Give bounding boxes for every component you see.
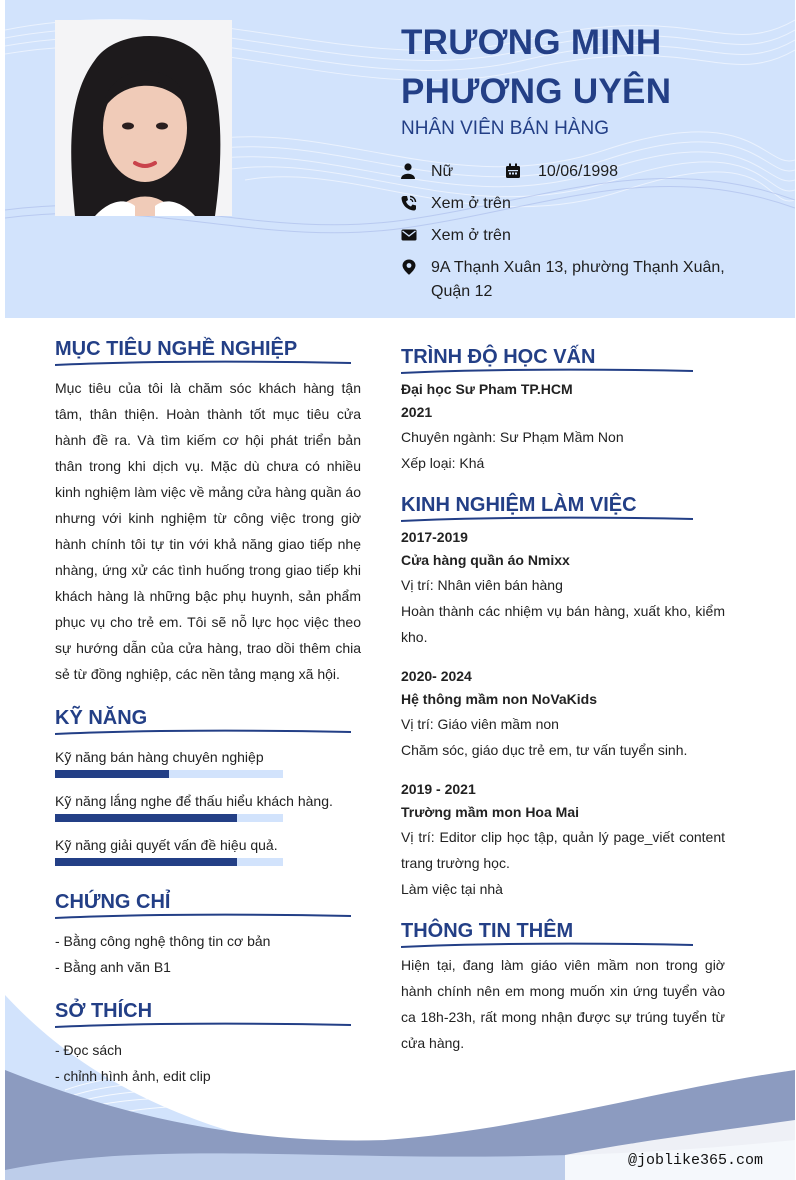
education-heading: TRÌNH ĐỘ HỌC VẤN: [401, 346, 596, 368]
job-position: Vị trí: Nhân viên bán hàng: [401, 577, 563, 593]
skill-bar-fill: [55, 858, 237, 866]
calendar-icon: [505, 163, 521, 179]
additional-heading: THÔNG TIN THÊM: [401, 920, 574, 942]
email-icon: [401, 227, 417, 243]
objective-underline: [55, 360, 351, 368]
additional-underline: [401, 942, 693, 950]
address-value: 9A Thạnh Xuân 13, phường Thạnh Xuân, Quận 12: [431, 259, 725, 300]
skill-label: Kỹ năng lắng nghe để thấu hiểu khách hàng.: [55, 793, 333, 809]
candidate-name: TRƯƠNG MINH PHƯƠNG UYÊN: [401, 23, 672, 111]
certificate-item: - Bằng công nghệ thông tin cơ bản: [55, 933, 271, 949]
experience-heading: KINH NGHIỆM LÀM VIỆC: [401, 494, 637, 516]
site-watermark: @joblike365.com: [628, 1152, 764, 1169]
email-value: Xem ở trên: [431, 227, 511, 244]
skill-bar-track: [55, 770, 283, 778]
skill-bar-fill: [55, 814, 237, 822]
skills-underline: [55, 729, 351, 737]
hobbies-heading: SỞ THÍCH: [55, 1000, 153, 1022]
job-company: Cửa hàng quần áo Nmixx: [401, 552, 570, 568]
skill-bar-track: [55, 858, 283, 866]
phone-value: Xem ở trên: [431, 195, 511, 212]
education-major: Chuyên ngành: Sư Phạm Mầm Non: [401, 429, 624, 445]
skill-bar-fill: [55, 770, 169, 778]
job-period: 2019 - 2021: [401, 781, 476, 797]
job-description: Làm việc tại nhà: [401, 881, 503, 897]
skill-label: Kỹ năng giải quyết vấn đề hiệu quả.: [55, 837, 278, 853]
job-description: Chăm sóc, giáo dục trẻ em, tư vấn tuyển sinh.: [401, 742, 688, 758]
job-company: Trường mầm mon Hoa Mai: [401, 804, 580, 820]
birthdate-value: 10/06/1998: [538, 163, 619, 180]
location-icon: [401, 259, 417, 275]
skill-label: Kỹ năng bán hàng chuyên nghiệp: [55, 749, 264, 765]
certificate-item: - Bằng anh văn B1: [55, 959, 171, 975]
education-grade: Xếp loại: Khá: [401, 455, 485, 471]
objective-text: Mục tiêu của tôi là chăm sóc khách hàng tận tâm, thân thiện. Hoàn thành tốt mục tiêu cửa hành đề ra. Và tìm kiếm cơ hội phát triển bản thân trong khi dịch vụ. Mặc dù chưa có nhiều kinh nghiệm làm việc về mảng cửa hàng quần áo nhưng với kinh nghiệm từ công việc trong giờ hành chính tôi tự tin với khả năng giao tiếp nhẹ nhàng, ứng xử các tình huống trong giao tiếp khi khách hàng là những bậc phụ huynh, sản phẩm phục vụ cho trẻ em. Tôi sẽ nỗ lực học việc theo sự hướng dẫn của cửa hàng, trao dồi thêm chia sẻ từ đồng nghiệp, các nền tảng mạng xã hội.: [55, 380, 361, 682]
skill-bar-track: [55, 814, 283, 822]
objective-heading: MỤC TIÊU NGHỀ NGHIỆP: [55, 338, 298, 360]
profile-photo: [55, 20, 232, 216]
hobbies-underline: [55, 1022, 351, 1030]
phone-icon: [401, 195, 417, 211]
hobby-item: - Đọc sách: [55, 1042, 122, 1058]
experience-underline: [401, 516, 693, 524]
user-icon: [401, 163, 417, 179]
skills-heading: KỸ NĂNG: [55, 707, 148, 729]
resume-page: [5, 0, 795, 1180]
education-school: Đại học Sư Pham TP.HCM: [401, 381, 573, 397]
education-year: 2021: [401, 404, 433, 420]
job-description: Hoàn thành các nhiệm vụ bán hàng, xuất kho, kiểm kho.: [401, 603, 725, 645]
job-position: Vị trí: Giáo viên mầm non: [401, 716, 559, 732]
education-underline: [401, 368, 693, 376]
certificates-underline: [55, 913, 351, 921]
job-position: Vị trí: Editor clip học tập, quản lý page_viết content trang trường học.: [401, 829, 725, 871]
hobby-item: - chỉnh hình ảnh, edit clip: [55, 1068, 211, 1084]
gender-value: Nữ: [431, 163, 454, 180]
job-title: NHÂN VIÊN BÁN HÀNG: [401, 118, 609, 139]
job-period: 2020- 2024: [401, 668, 472, 684]
job-period: 2017-2019: [401, 529, 468, 545]
additional-text: Hiện tại, đang làm giáo viên mầm non trong giờ hành chính nên em mong muốn xin ứng tuyển vào ca 18h-23h, rất mong nhận được sự trúng tuyển từ cửa hàng.: [401, 957, 725, 1051]
certificates-heading: CHỨNG CHỈ: [55, 891, 171, 913]
job-company: Hệ thông mầm non NoVaKids: [401, 691, 598, 707]
